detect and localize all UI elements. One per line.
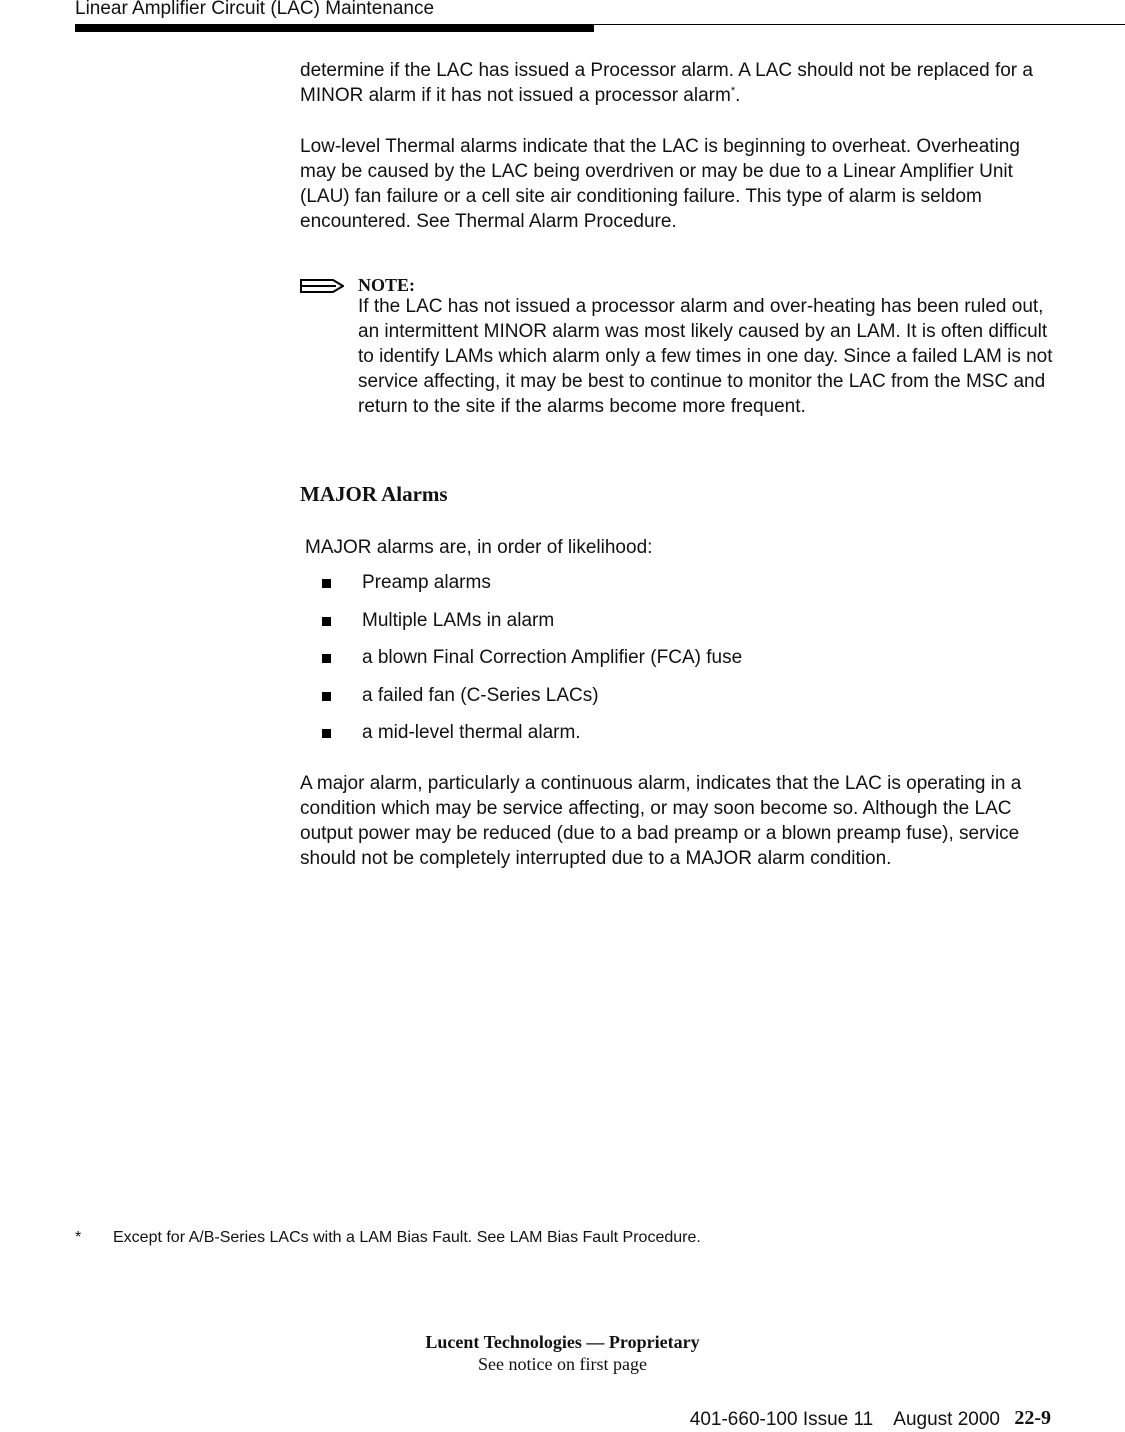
footer-notice: See notice on first page bbox=[478, 1354, 647, 1374]
bullet-square-icon bbox=[322, 729, 331, 738]
bullet-square-icon bbox=[322, 692, 331, 701]
paragraph-thermal-alarms: Low-level Thermal alarms indicate that the LAC is beginning to overheat. Overheating may be caused by the LAC being overdriven or may be due to a Linear Amplifier Unit (LAU) fan failure or a cell site air conditioning failure. This type of alarm is seldom encountered. See Thermal Alarm Procedure. bbox=[300, 136, 1020, 232]
footer-company: Lucent Technologies — Proprietary bbox=[425, 1332, 700, 1352]
note-text: If the LAC has not issued a processor alarm and over-heating has been ruled out, an intermittent MINOR alarm was most likely caused by an LAM. It is often difficult to identify LAMs which alarm only a few times in one day. Since a failed LAM is not service affecting, it may be best to continue to monitor the LAC from the MSC and return to the site if the alarms become more frequent. bbox=[358, 296, 1053, 417]
list-item-text: Preamp alarms bbox=[362, 572, 491, 593]
header-rule-thick bbox=[75, 24, 594, 32]
running-header-title: Linear Amplifier Circuit (LAC) Maintenance bbox=[75, 0, 435, 19]
note-arrow-icon bbox=[300, 278, 344, 294]
footnote-text: Except for A/B-Series LACs with a LAM Bias Fault. See LAM Bias Fault Procedure. bbox=[113, 1229, 701, 1246]
list-item-text: Multiple LAMs in alarm bbox=[362, 609, 555, 631]
bullet-square-icon bbox=[322, 579, 331, 588]
list-item-text: a failed fan (C-Series LACs) bbox=[362, 684, 599, 706]
bullet-square-icon bbox=[322, 654, 331, 663]
major-alarms-intro: MAJOR alarms are, in order of likelihood: bbox=[305, 537, 653, 558]
footnote-mark: * bbox=[75, 1229, 82, 1246]
footer-doc-info: 401-660-100 Issue 11 August 2000 bbox=[689, 1409, 1000, 1430]
page-number: 22-9 bbox=[1014, 1407, 1051, 1429]
section-heading-major-alarms: MAJOR Alarms bbox=[300, 482, 448, 506]
paragraph-major-alarm-explanation: A major alarm, particularly a continuous alarm, indicates that the LAC is operating in a condition which may be service affecting, or may soon become so. Although the LAC output power may be reduced (due to a bad preamp or a blown preamp fuse), service should not be completely interrupted due to a MAJOR alarm condition. bbox=[300, 773, 1022, 869]
bullet-square-icon bbox=[322, 617, 331, 626]
paragraph-end-period: . bbox=[735, 85, 741, 106]
paragraph-processor-alarm bbox=[300, 58, 1060, 108]
footnote-reference[interactable]: * bbox=[730, 85, 736, 97]
list-item-text: a blown Final Correction Amplifier (FCA) fuse bbox=[362, 647, 743, 668]
list-item-text: a mid-level thermal alarm. bbox=[362, 722, 581, 743]
note-label: NOTE: bbox=[358, 275, 416, 295]
paragraph-processor-alarm-text: determine if the LAC has issued a Processor alarm. A LAC should not be replaced for a MINOR alarm if it has not issued a processor alarm bbox=[300, 60, 1033, 106]
